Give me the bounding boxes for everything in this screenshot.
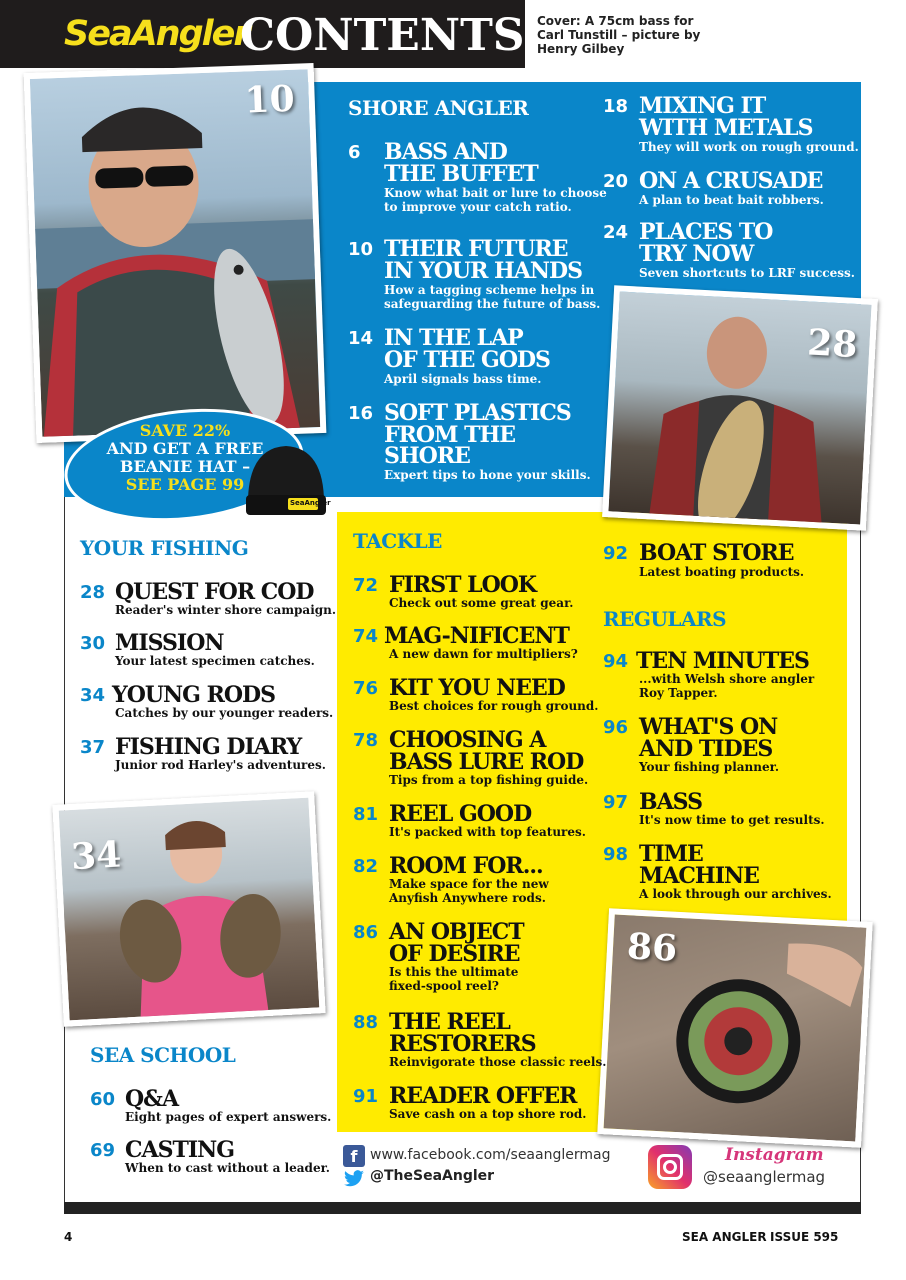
item-subtitle: April signals bass time. [384, 372, 542, 386]
page-number: 4 [64, 1230, 73, 1244]
offer-line: SAVE 22% [139, 421, 231, 440]
footer-issue: ISSUE 595 [770, 1230, 839, 1244]
item-title: FIRST LOOK [389, 572, 537, 598]
item-title: MISSION [115, 630, 224, 656]
item-page-number: 74 [353, 626, 379, 647]
instagram-handle[interactable]: @seaanglermag [703, 1168, 826, 1186]
item-page-number: 91 [353, 1086, 379, 1107]
item-title: TEN MINUTES [636, 648, 809, 674]
item-page-number: 20 [603, 171, 629, 192]
item-title: CASTING [125, 1137, 235, 1163]
item-page-number: 30 [80, 633, 106, 654]
item-subtitle: Catches by our younger readers. [115, 706, 334, 720]
item-title: CHOOSING A [389, 727, 546, 753]
item-subtitle: Save cash on a top shore rod. [389, 1107, 587, 1121]
item-subtitle: Know what bait or lure to choose [384, 186, 607, 200]
item-title: THE REEL [389, 1009, 510, 1035]
item-title: AND TIDES [639, 736, 773, 762]
bottom-rule [64, 1202, 861, 1214]
section-heading-your-fishing: YOUR FISHING [80, 536, 249, 560]
item-page-number: 10 [348, 239, 374, 260]
item-page-number: 60 [90, 1089, 116, 1110]
beanie-hat-image [240, 440, 332, 520]
item-title: BOAT STORE [639, 540, 794, 566]
item-title: AN OBJECT [389, 919, 524, 945]
item-subtitle: A plan to beat bait robbers. [639, 193, 824, 207]
item-title: READER OFFER [389, 1083, 577, 1109]
item-subtitle: Make space for the new [389, 877, 549, 891]
item-page-number: 86 [353, 922, 379, 943]
item-page-number: 92 [603, 543, 629, 564]
twitter-handle[interactable]: @TheSeaAngler [370, 1168, 495, 1184]
item-title: BASS AND [384, 139, 507, 165]
offer-line: SEE PAGE 99 [125, 475, 245, 494]
photo-young-angler [52, 791, 325, 1026]
item-page-number: 6 [348, 142, 361, 163]
item-subtitle: Your fishing planner. [639, 760, 780, 774]
photo-bass-angler [24, 63, 327, 443]
item-page-number: 98 [603, 844, 629, 865]
cover-caption-line: Cover: A 75cm bass for [537, 14, 694, 28]
instagram-icon-lens [663, 1160, 677, 1174]
item-subtitle: safeguarding the future of bass. [384, 297, 601, 311]
cover-caption-line: Carl Tunstill – picture by [537, 28, 701, 42]
item-title: THEIR FUTURE [384, 236, 568, 262]
item-title: IN THE LAP [384, 325, 523, 351]
item-page-number: 82 [353, 856, 379, 877]
cover-caption-line: Henry Gilbey [537, 42, 625, 56]
offer-line: AND GET A FREE [106, 439, 264, 458]
item-title: WITH METALS [639, 115, 813, 141]
cover-caption [537, 14, 717, 56]
item-title: OF THE GODS [384, 347, 550, 373]
item-title: QUEST FOR COD [115, 579, 314, 605]
item-subtitle: Reader's winter shore campaign. [115, 603, 337, 617]
footer-publication: SEA ANGLER [682, 1230, 767, 1244]
facebook-icon[interactable]: f [343, 1145, 365, 1167]
item-page-number: 72 [353, 575, 379, 596]
item-title: PLACES TO [639, 219, 773, 245]
item-title: MACHINE [639, 863, 759, 889]
item-title: RESTORERS [389, 1031, 536, 1057]
item-subtitle: How a tagging scheme helps in [384, 283, 595, 297]
item-page-number: 96 [603, 717, 629, 738]
instagram-icon[interactable] [648, 1145, 692, 1189]
item-subtitle: to improve your catch ratio. [384, 200, 572, 214]
item-page-number: 18 [603, 96, 629, 117]
item-subtitle: Junior rod Harley's adventures. [115, 758, 326, 772]
item-page-number: 97 [603, 792, 629, 813]
item-subtitle: fixed-spool reel? [389, 979, 499, 993]
item-subtitle: They will work on rough ground. [639, 140, 859, 154]
item-subtitle: Your latest specimen catches. [115, 654, 315, 668]
item-subtitle: Anyfish Anywhere rods. [389, 891, 546, 905]
item-page-number: 88 [353, 1012, 379, 1033]
facebook-link[interactable]: www.facebook.com/seaanglermag [370, 1147, 611, 1163]
item-subtitle: Latest boating products. [639, 565, 805, 579]
photo-fishing-reel [597, 908, 872, 1148]
twitter-icon[interactable] [343, 1170, 365, 1192]
item-title: MAG-NIFICENT [384, 623, 569, 649]
item-title: YOUNG RODS [112, 682, 276, 708]
item-title: Q&A [125, 1086, 179, 1112]
item-page-number: 94 [603, 651, 629, 672]
page-title: CONTENTS [240, 10, 525, 61]
item-subtitle: When to cast without a leader. [125, 1161, 330, 1175]
item-page-number: 28 [80, 582, 106, 603]
item-title: MIXING IT [639, 93, 766, 119]
item-title: TRY NOW [639, 241, 754, 267]
item-title: BASS LURE ROD [389, 749, 584, 775]
section-heading-regulars: REGULARS [603, 607, 727, 631]
photo-page-number: 10 [243, 77, 296, 122]
item-subtitle: A new dawn for multipliers? [389, 647, 578, 661]
item-page-number: 81 [353, 804, 379, 825]
angler-illustration [30, 69, 327, 443]
item-subtitle: Reinvigorate those classic reels. [389, 1055, 607, 1069]
item-page-number: 14 [348, 328, 374, 349]
photo-page-number: 28 [806, 321, 859, 367]
item-title: OF DESIRE [389, 941, 520, 967]
section-heading-shore-angler: SHORE ANGLER [348, 96, 529, 120]
item-subtitle: ...with Welsh shore angler [639, 672, 815, 686]
item-page-number: 78 [353, 730, 379, 751]
item-subtitle: Eight pages of expert answers. [125, 1110, 332, 1124]
item-title: IN YOUR HANDS [384, 258, 582, 284]
item-page-number: 69 [90, 1140, 116, 1161]
item-title: ROOM FOR... [389, 853, 543, 879]
item-subtitle: Is this the ultimate [389, 965, 519, 979]
item-title: THE BUFFET [384, 161, 538, 187]
instagram-label: Instagram [725, 1145, 824, 1165]
item-subtitle: Seven shortcuts to LRF success. [639, 266, 855, 280]
item-title: KIT YOU NEED [389, 675, 565, 701]
young-angler-illustration [59, 797, 326, 1027]
item-title: WHAT'S ON [639, 714, 778, 740]
hat-logo: SeaAngler [290, 499, 331, 507]
item-subtitle: Check out some great gear. [389, 596, 574, 610]
section-heading-sea-school: SEA SCHOOL [90, 1043, 236, 1067]
item-title: REEL GOOD [389, 801, 532, 827]
item-subtitle: Expert tips to hone your skills. [384, 468, 591, 482]
item-title: FROM THE [384, 422, 516, 448]
item-page-number: 16 [348, 403, 374, 424]
photo-page-number: 34 [70, 833, 123, 879]
item-page-number: 37 [80, 737, 106, 758]
beanie-hat-icon [240, 440, 332, 520]
item-subtitle: Roy Tapper. [639, 686, 718, 700]
item-subtitle: It's now time to get results. [639, 813, 825, 827]
item-page-number: 34 [80, 685, 106, 706]
sea-angler-logo: SeaAngler [64, 14, 249, 54]
item-page-number: 24 [603, 222, 629, 243]
item-title: SOFT PLASTICS [384, 400, 571, 426]
item-subtitle: Best choices for rough ground. [389, 699, 599, 713]
item-subtitle: A look through our archives. [639, 887, 832, 901]
item-subtitle: Tips from a top fishing guide. [389, 773, 589, 787]
photo-page-number: 86 [626, 925, 679, 970]
item-title: FISHING DIARY [115, 734, 302, 760]
item-subtitle: It's packed with top features. [389, 825, 586, 839]
section-heading-tackle: TACKLE [353, 529, 442, 553]
twitter-bird-icon [343, 1170, 365, 1188]
item-page-number: 76 [353, 678, 379, 699]
item-title: BASS [639, 789, 702, 815]
item-title: SHORE [384, 443, 470, 469]
item-title: TIME [639, 841, 703, 867]
item-title: ON A CRUSADE [639, 168, 823, 194]
photo-cod-angler [602, 285, 878, 530]
offer-line: BEANIE HAT – [119, 457, 251, 476]
